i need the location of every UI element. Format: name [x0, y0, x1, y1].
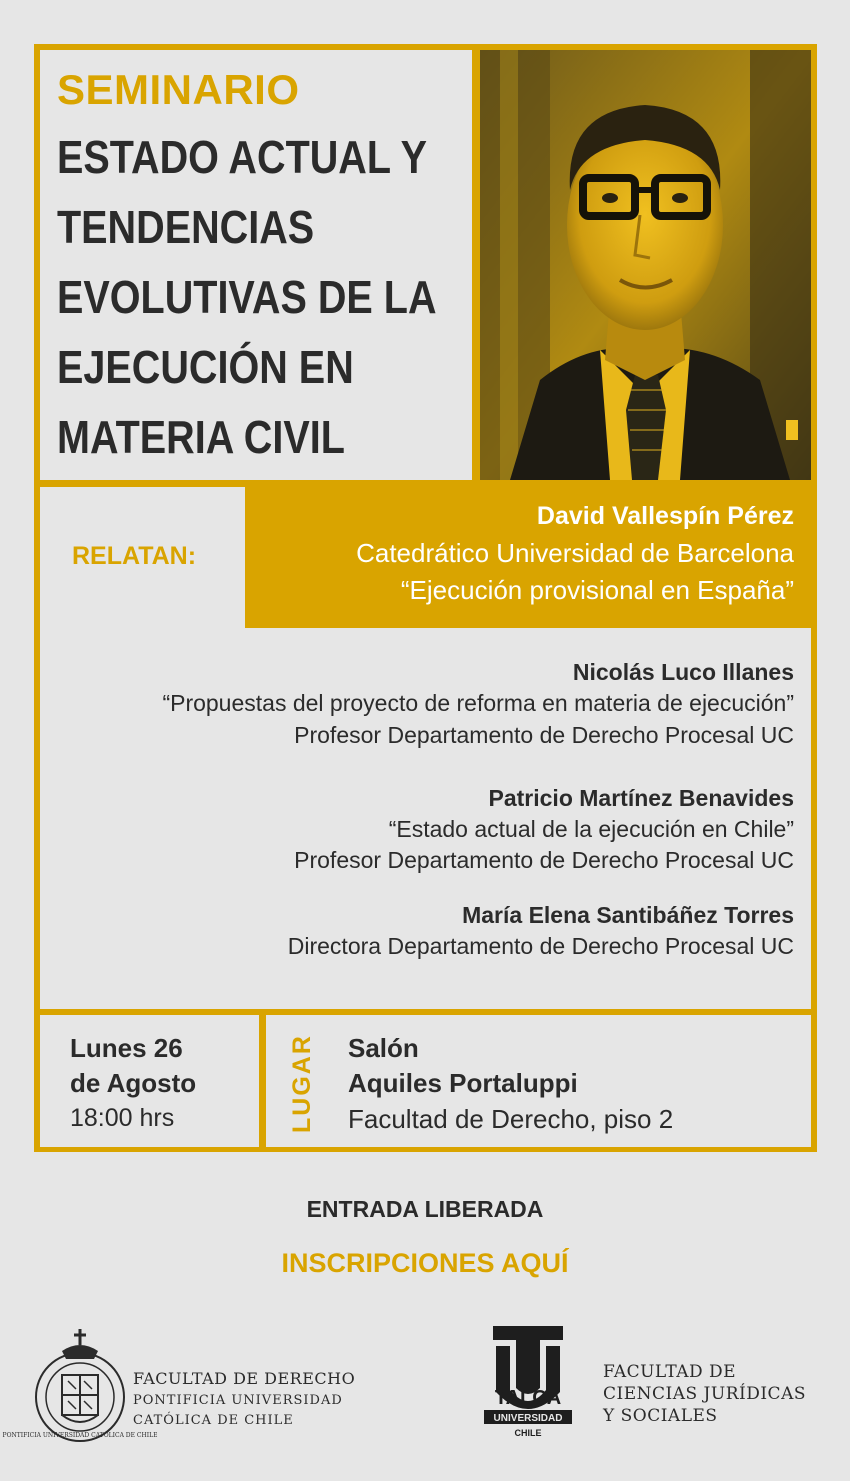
speaker-line: Profesor Departamento de Derecho Procesal UC — [294, 847, 794, 873]
talca-faculty-line-3: Y SOCIALES — [603, 1406, 718, 1426]
speaker-line: Profesor Departamento de Derecho Procesal UC — [294, 722, 794, 748]
talca-faculty-line-2: CIENCIAS JURÍDICAS — [603, 1384, 806, 1404]
uc-logo — [2, 1325, 158, 1449]
title-line-4: EJECUCIÓN EN — [57, 341, 354, 393]
talca-logo — [478, 1326, 578, 1446]
talca-logo-text: TALCA — [494, 1387, 562, 1409]
place-line-3: Facultad de Derecho, piso 2 — [348, 1104, 674, 1134]
title-line-1: ESTADO ACTUAL Y — [57, 131, 427, 183]
title-line-3: EVOLUTIVAS DE LA — [57, 271, 437, 323]
relatan-label: RELATAN: — [72, 542, 197, 570]
talca-logo-subtext: UNIVERSIDAD — [493, 1413, 563, 1424]
event-date-month: de Agosto — [70, 1068, 197, 1098]
uc-faculty-line-2: PONTIFICIA UNIVERSIDAD — [133, 1393, 343, 1408]
talca-faculty-line-1: FACULTAD DE — [603, 1362, 737, 1382]
place-line-1: Salón — [348, 1033, 419, 1063]
speaker-name: María Elena Santibáñez Torres — [462, 902, 794, 928]
title-line-5: MATERIA CIVIL — [57, 411, 345, 463]
featured-speaker-role: Catedrático Universidad de Barcelona — [356, 538, 794, 568]
speaker-photo — [480, 50, 811, 480]
event-date-day: Lunes 26 — [70, 1033, 183, 1063]
uc-faculty-line-3: CATÓLICA DE CHILE — [133, 1413, 294, 1428]
title-line-2: TENDENCIAS — [57, 201, 315, 253]
uc-seal-text: PONTIFICIA UNIVERSIDAD CATOLICA DE CHILE — [2, 1432, 158, 1439]
speaker-line: “Propuestas del proyecto de reforma en materia de ejecución” — [162, 690, 794, 716]
seminar-kicker: SEMINARIO — [57, 66, 300, 113]
uc-faculty-line-1: FACULTAD DE DERECHO — [133, 1369, 356, 1388]
register-link[interactable]: INSCRIPCIONES AQUÍ — [281, 1248, 569, 1278]
place-line-2: Aquiles Portaluppi — [348, 1068, 578, 1098]
lugar-label: LUGAR — [288, 1034, 316, 1133]
free-entry-notice: ENTRADA LIBERADA — [306, 1196, 544, 1222]
speaker-name: Patricio Martínez Benavides — [488, 785, 794, 811]
speaker-line: Directora Departamento de Derecho Procesal UC — [287, 933, 794, 959]
talca-logo-country: CHILE — [514, 1428, 542, 1438]
speaker-name: Nicolás Luco Illanes — [572, 659, 794, 685]
featured-speaker-talk: “Ejecución provisional en España” — [400, 575, 794, 605]
event-time: 18:00 hrs — [70, 1104, 175, 1132]
speaker-line: “Estado actual de la ejecución en Chile” — [388, 816, 794, 842]
featured-speaker-name: David Vallespín Pérez — [536, 502, 794, 530]
